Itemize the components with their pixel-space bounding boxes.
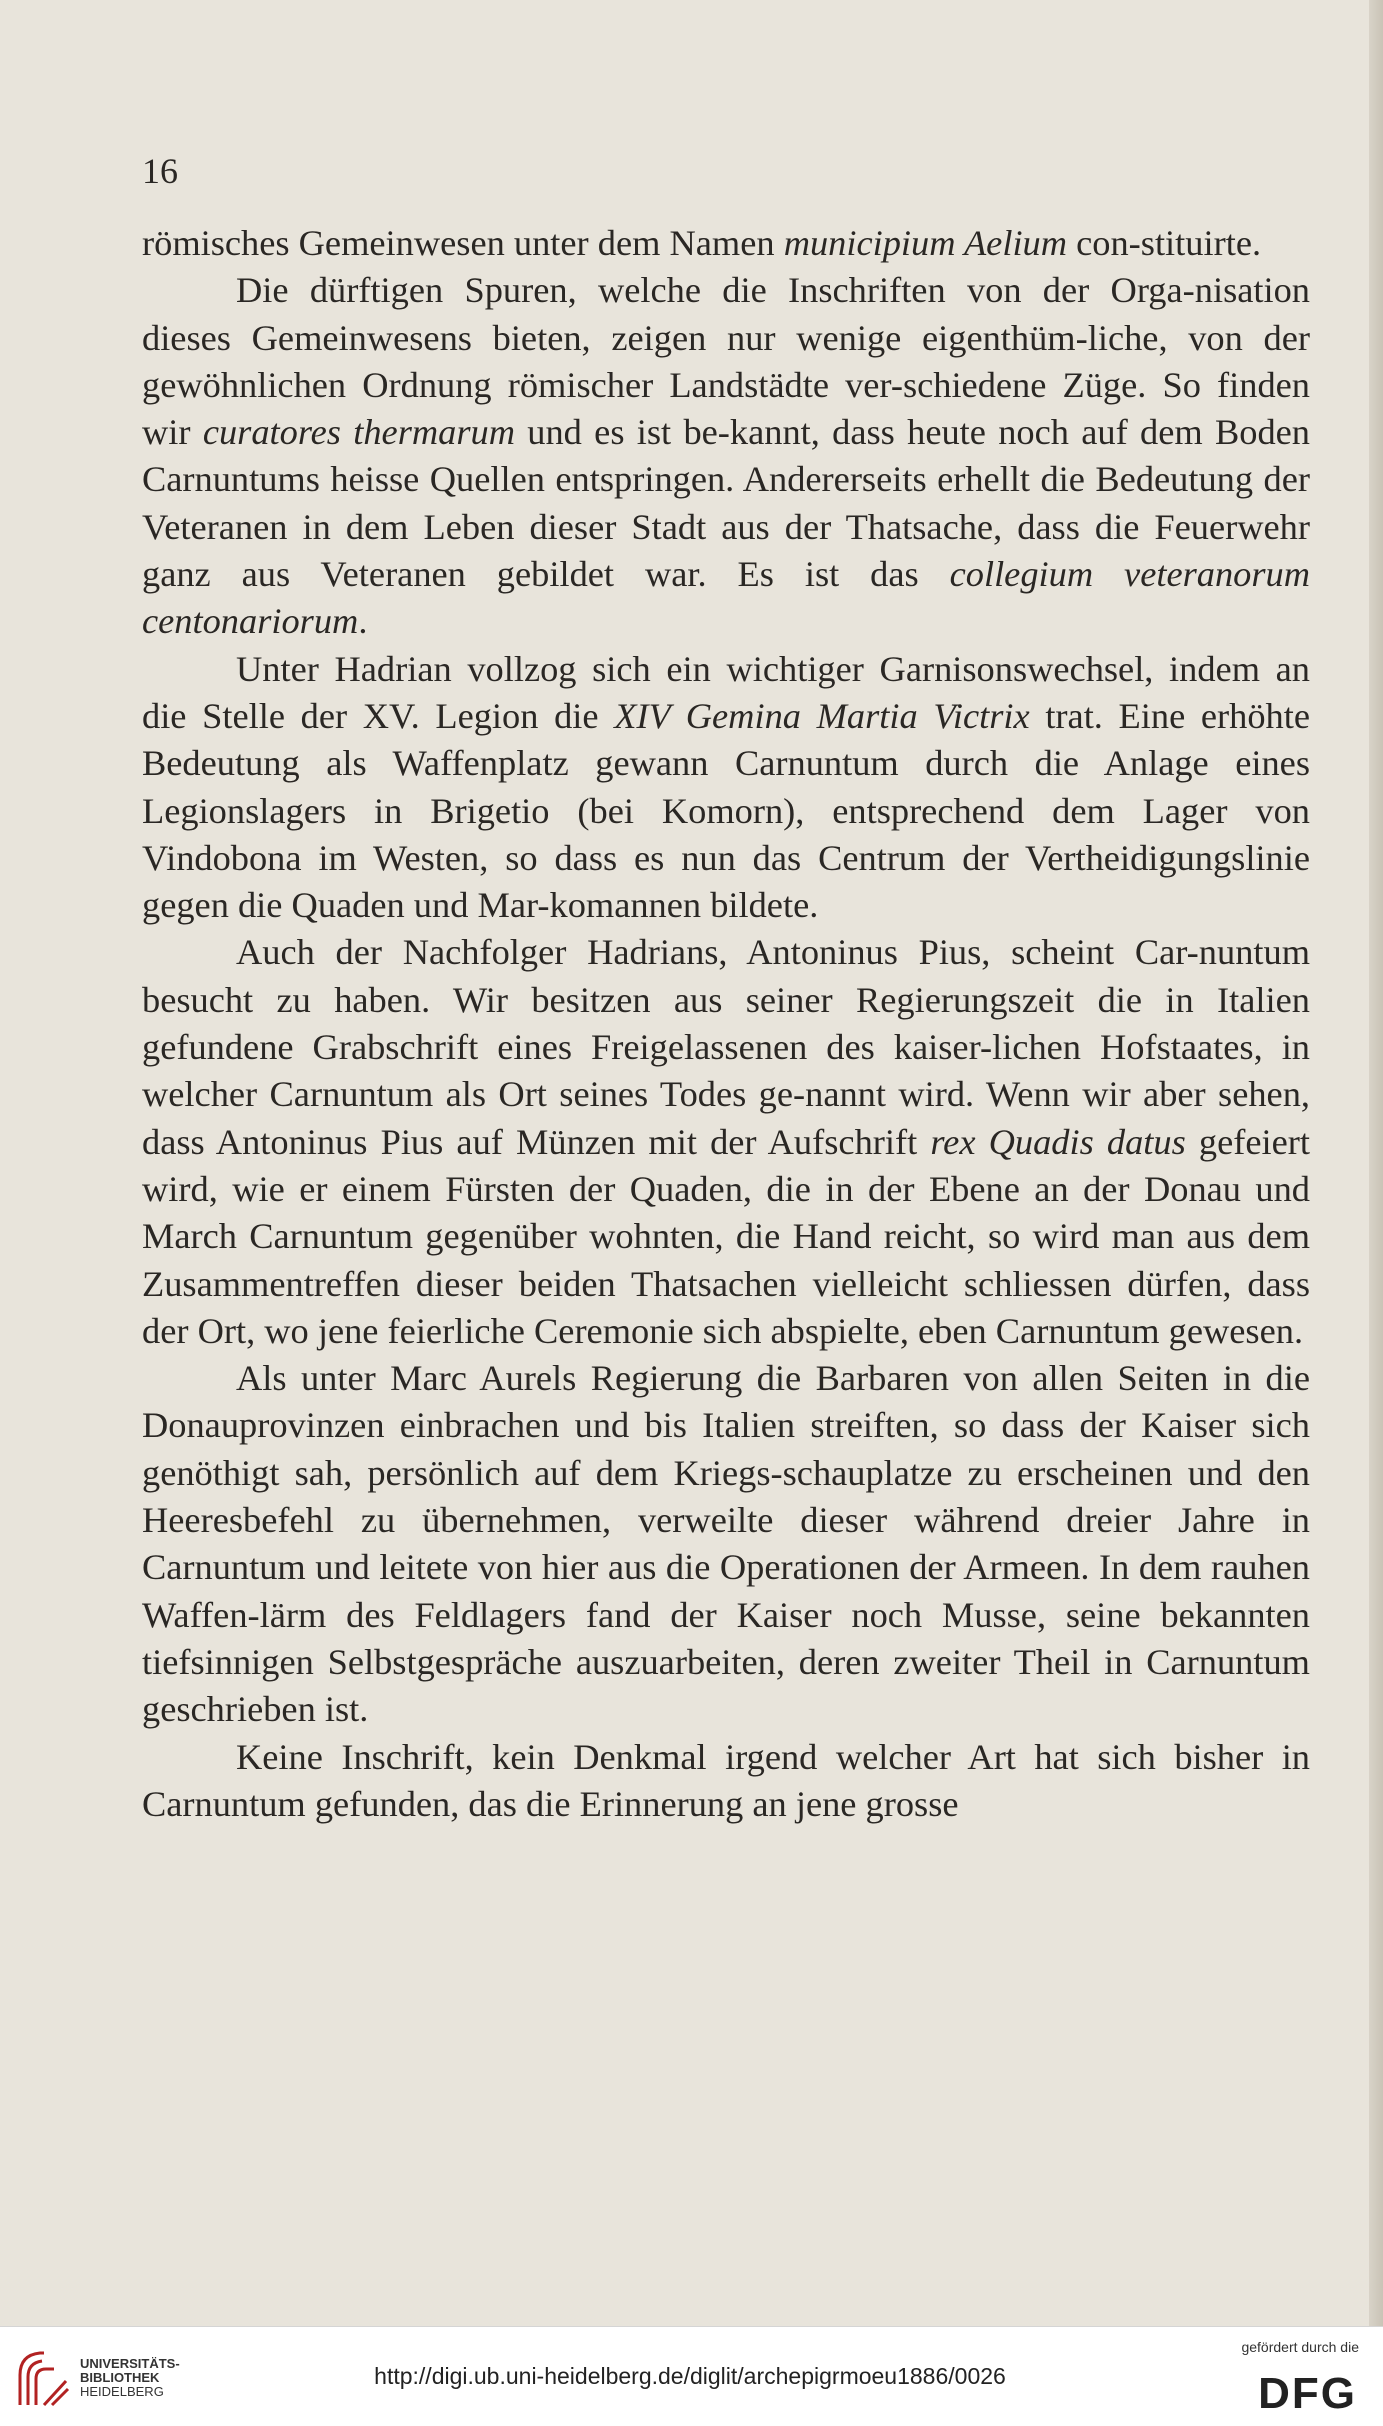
italic-text: collegium veteranorum centonariorum [142,554,1310,642]
text-run: gefeiert wird, wie er einem Fürsten der Quaden, die in der Ebene an der Donau und March Carnuntum gegenüber wohnten, die Hand reicht, so wird man aus dem Zusammentreffen dieser beiden Thatsachen vielleicht schliessen dürfen, dass der Ort, wo jene feierliche Ceremonie sich abspielte, eben Carnuntum gewesen. [142,1121,1310,1351]
italic-text: municipium Aelium [783,223,1068,263]
text-run: und es ist be-kannt, dass heute noch auf dem Boden Carnuntums heisse Quellen entspringen. Andererseits erhellt die Bedeutung der Veteranen in dem Leben dieser Stadt aus der Thatsache, dass die Feuerwehr ganz aus Veteranen gebildet war. Es ist das [142,412,1311,595]
text-run: con-stituirte. [1067,223,1262,263]
library-name-line1: UNIVERSITÄTS- [80,2356,180,2371]
text-run: Auch der Nachfolger Hadrians, Antoninus Pius, scheint Car-nuntum besucht zu haben. Wir besitzen aus seiner Regierungszeit die in Italien gefundene Grabschrift eines Freigelassenen des kaiser-lichen Hofstaates, in welcher Carnuntum als Ort seines Todes ge-nannt wird. Wenn wir aber sehen, dass Antoninus Pius auf Münzen mit der Aufschrift [142,932,1310,1162]
library-name [80,2357,180,2399]
text-run: Unter Hadrian vollzog sich ein wichtiger Garnisonswechsel, indem an die Stelle der XV. Legion die [142,648,1310,736]
paragraph [142,267,1310,645]
paragraph [142,1734,1310,1829]
paragraph [142,646,1310,930]
text-run: Keine Inschrift, kein Denkmal irgend welcher Art hat sich bisher in Carnuntum gefunden, das die Erinnerung an jene grosse [142,1736,1310,1824]
viewer-footer [0,2326,1383,2426]
italic-text: curatores thermarum [202,412,515,453]
library-name-line3: HEIDELBERG [80,2384,164,2399]
text-run: römisches Gemeinwesen unter dem Namen [142,223,784,263]
source-url-link[interactable]: http://digi.ub.uni-heidelberg.de/diglit/archepigrmoeu1886/0026 [374,2363,1006,2389]
library-name-line2: BIBLIOTHEK [80,2370,160,2385]
text-run: Als unter Marc Aurels Regierung die Barbaren von allen Seiten in die Donauprovinzen einbrachen und bis Italien streiften, so dass der Kaiser sich genöthigt sah, persönlich auf dem Kriegs-schauplatze zu erscheinen und den Heeresbefehl zu übernehmen, verweilte dieser während dreier Jahre in Carnuntum und leitete von hier aus die Operationen der Armeen. In dem rauhen Waffen-lärm des Feldlagers fand der Kaiser noch Musse, seine bekannten tiefsinnigen Selbstgespräche auszuarbeiten, deren zweiter Theil in Carnuntum geschrieben ist. [142,1358,1310,1730]
text-run: trat. Eine erhöhte Bedeutung als Waffenplatz gewann Carnuntum durch die Anlage eines Legionslagers in Brigetio (bei Komorn), entsprechend dem Lager von Vindobona im Westen, so dass es nun das Centrum der Vertheidigungslinie gegen die Quaden und Mar-komannen bildete. [142,695,1311,926]
text-run: Die dürftigen Spuren, welche die Inschriften von der Orga-nisation dieses Gemeinwesens bieten, zeigen nur wenige eigenthüm-liche, von der gewöhnlichen Ordnung römischer Landstädte ver-schiedene Züge. So finden wir [142,270,1310,453]
body-text [142,220,1310,1828]
page-edge-shadow [1369,0,1383,2326]
italic-text: XIV Gemina Martia Victrix [614,695,1030,736]
paragraph [142,1355,1310,1733]
page-number: 16 [142,151,178,191]
sponsor-caption: gefördert durch die [1241,2339,1359,2355]
text-run: . [358,601,368,642]
paragraph [142,929,1310,1355]
paragraph [142,220,1310,267]
italic-text: rex Quadis datus [930,1121,1186,1162]
heidelberg-library-logo-icon [14,2347,74,2409]
dfg-logo: DFG [1258,2369,1357,2418]
